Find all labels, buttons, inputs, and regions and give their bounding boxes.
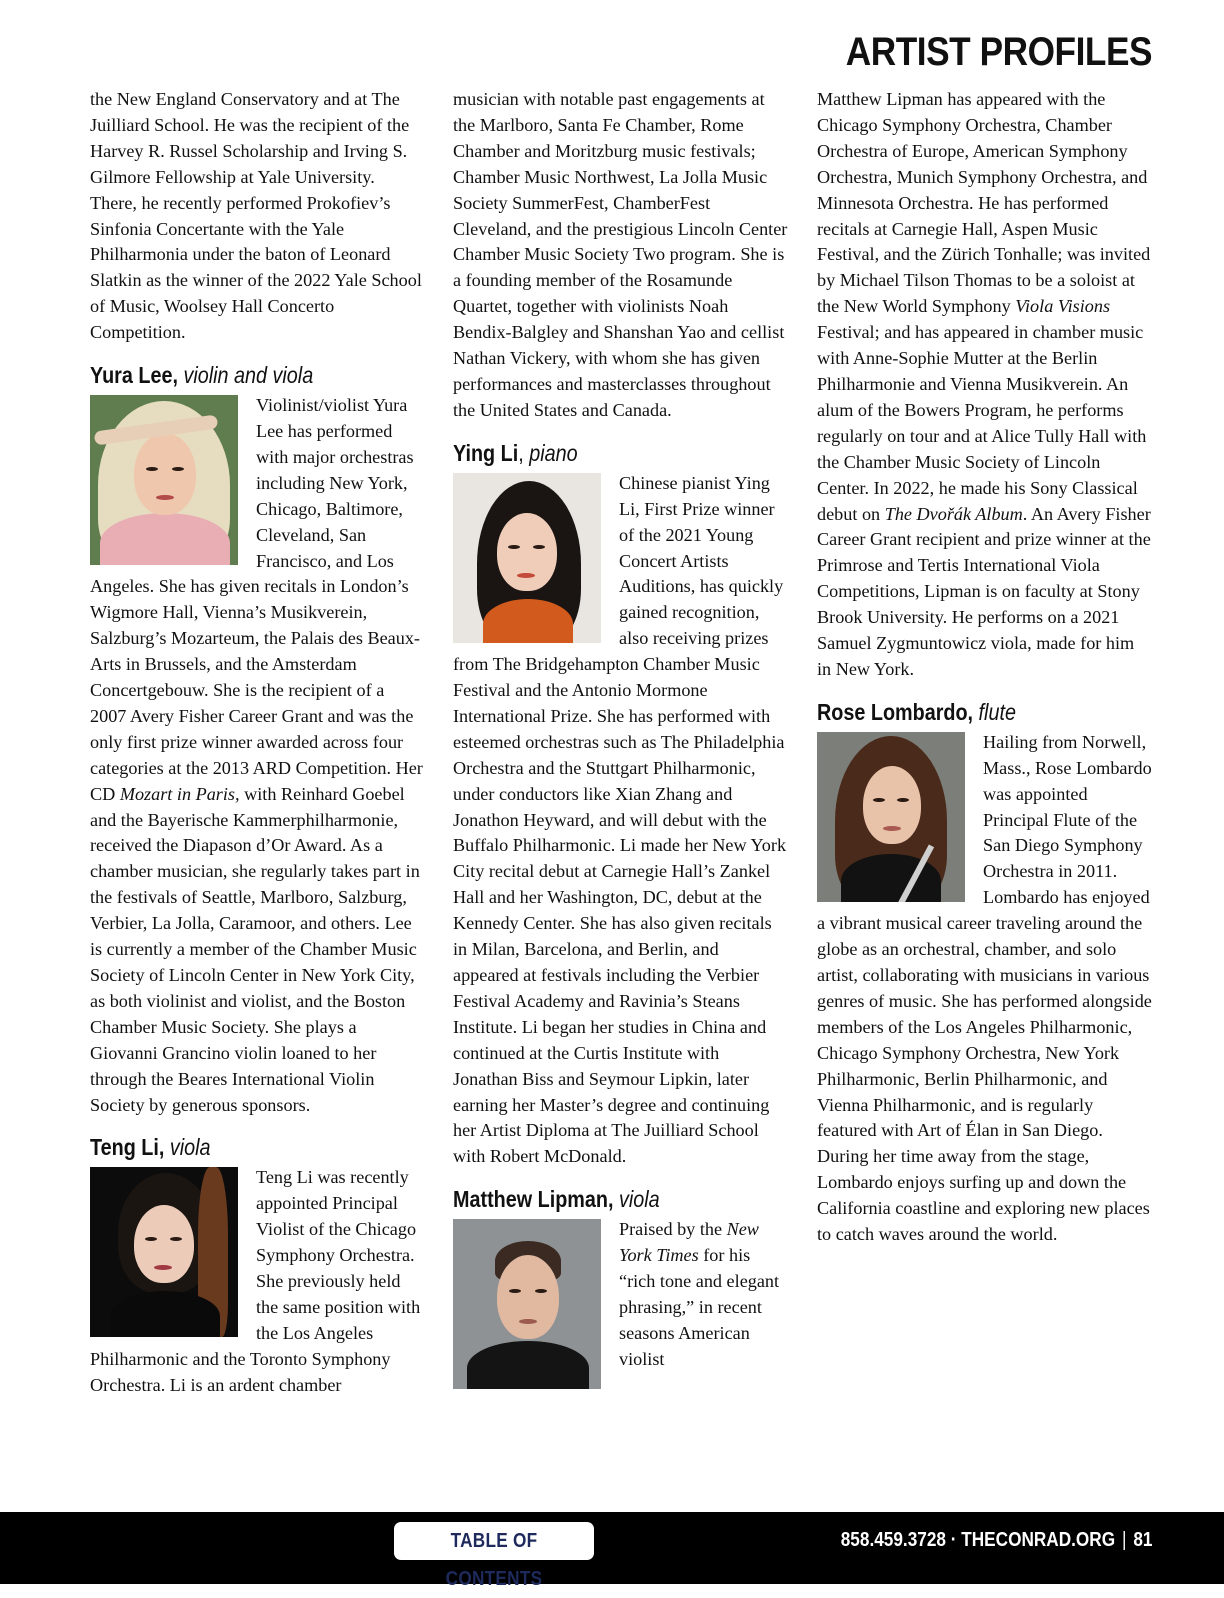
- column-2: [453, 87, 788, 1393]
- artist-instrument: viola: [169, 1134, 211, 1161]
- artist-photo-ying-li: [453, 473, 601, 643]
- artist-name: Ying Li: [453, 439, 519, 466]
- artist-bio-rose-lombardo: Hailing from Norwell, Mass., Rose Lombardo was appointed Principal Flute of the San Diego Symphony Orchestra in 2011. Lombardo has enjoyed a vibrant musical career traveling around the globe as an orchestral, chamber, and solo artist, collaborating with musicians in various genres of music. She has performed alongside members of the Los Angeles Philharmonic, Chicago Symphony Orchestra, New York Philharmonic, Berlin Philharmonic, and Vienna Philharmonic, and is regularly featured with Art of Élan in San Diego. During her time away from the stage, Lombardo enjoys surfing up and down the California coastline and exploring new places to catch waves around the world.: [817, 731, 1152, 1245]
- profile-heading-teng-li: [90, 1133, 378, 1161]
- artist-bio-yura-lee: Violinist/violist Yura Lee has performed with major orchestras including New York, Chicago, Baltimore, Cleveland, San Francisco, and Los Angeles. She has given recitals in London’s Wigmore Hall, Vienna’s Musikverein, Salzburg’s Mozarteum, the Palais des Beaux-Arts in Brussels, and the Amsterdam Concertgebouw. She is the recipient of a 2007 Avery Fisher Career Grant and was the only first prize winner awarded across four categories at the 2013 ARD Competition. Her CD Mozart in Paris, with Reinhard Goebel and the Bayerische Kammerphilharmonie, received the Diapason d’Or Award. As a chamber musician, she regularly takes part in the festivals of Seattle, Marlboro, Salzburg, Verbier, La Jolla, Caramoor, and others. Lee is currently a member of the Chamber Music Society of Lincoln Center in New York City, as both violinist and violist, and the Boston Chamber Music Society. She plays a Giovanni Grancino violin loaned to her through the Beares International Violin Society by generous sponsors.: [90, 395, 423, 1115]
- artist-bio-matthew-lipman: Praised by the New York Times for his “rich tone and elegant phrasing,” in recent seasons American violist: [619, 1219, 780, 1369]
- artist-name: Teng Li,: [90, 1134, 165, 1161]
- artist-instrument: violin and viola: [183, 362, 314, 389]
- profile-heading-ying-li: Ying Li, piano: [453, 439, 578, 466]
- profile-heading-rose-lombardo: [817, 698, 1105, 726]
- column-1: [90, 87, 425, 1399]
- artist-name: Yura Lee,: [90, 362, 178, 389]
- artist-instrument: piano: [529, 439, 578, 466]
- table-of-contents-button[interactable]: TABLE OF CONTENTS: [394, 1522, 594, 1560]
- artist-bio-ying-li: Chinese pianist Ying Li, First Prize winner of the 2021 Young Concert Artists Auditions, has quickly gained recognition, also receiving prizes from The Bridgehampton Chamber Music Festival and the Antonio Mormone International Prize. She has performed with esteemed orchestras such as The Philadelphia Orchestra and the Stuttgart Philharmonic, under conductors like Xian Zhang and Jonathon Heyward, and will debut with the Buffalo Philharmonic. Li made her New York City recital debut at Carnegie Hall’s Zankel Hall and her Washington, DC, debut at the Kennedy Center. She has also given recitals in Milan, Barcelona, and Berlin, and appeared at festivals including the Verbier Festival Academy and Ravinia’s Steans Institute. Li began her studies in China and continued at the Curtis Institute with Jonathan Biss and Seymour Lipkin, later earning her Master’s degree and continuing her Artist Diploma at The Juilliard School with Robert McDonald.: [453, 472, 787, 1167]
- page-number: 81: [1132, 1529, 1152, 1551]
- page-footer: [0, 1512, 1224, 1590]
- bio-continuation: the New England Conservatory and at The Juilliard School. He was the recipient of the Harvey R. Russel Scholarship and Irving S. Gilmore Fellowship at Yale University. There, he recently performed Prokofiev’s Sinfonia Concertante with the Yale Philharmonia under the baton of Leonard Slatkin as the winner of the 2022 Yale School of Music, Woolsey Hall Concerto Competition.: [90, 89, 422, 343]
- artist-photo-rose-lombardo: [817, 732, 965, 902]
- artist-photo-matthew-lipman: [453, 1219, 601, 1389]
- artist-instrument: viola: [618, 1186, 660, 1213]
- artist-bio-teng-li-continued: musician with notable past engagements at the Marlboro, Santa Fe Chamber, Rome Chamber and Moritzburg music festivals; Chamber Music Northwest, La Jolla Music Society SummerFest, ChamberFest Cleveland, and the prestigious Lincoln Center Chamber Music Society Two program. She is a founding member of the Rosamunde Quartet, together with violinists Noah Bendix-Balgley and Shanshan Yao and cellist Nathan Vickery, with whom she has given performances and masterclasses throughout the United States and Canada.: [453, 89, 788, 420]
- artist-name: Rose Lombardo,: [817, 698, 974, 725]
- artist-photo-teng-li: [90, 1167, 238, 1337]
- artist-name: Matthew Lipman,: [453, 1186, 614, 1213]
- profile-heading-yura-lee: [90, 361, 378, 389]
- artist-bio-matthew-lipman-continued: Matthew Lipman has appeared with the Chicago Symphony Orchestra, Chamber Orchestra of Europe, American Symphony Orchestra, Munich Symphony Orchestra, and Minnesota Orchestra. He has performed recitals at Carnegie Hall, Aspen Music Festival, and the Zürich Tonhalle; was invited by Michael Tilson Thomas to be a soloist at the New World Symphony Viola Visions Festival; and has appeared in chamber music with Anne-Sophie Mutter at the Berlin Philharmonie and Vienna Musikverein. An alum of the Bowers Program, he performs regularly on tour and at Alice Tully Hall with the Chamber Music Society of Lincoln Center. In 2022, he made his Sony Classical debut on The Dvořák Album. An Avery Fisher Career Grant recipient and prize winner at the Primrose and Tertis International Viola Competitions, Lipman is on faculty at Stony Brook University. He performs on a 2021 Samuel Zygmuntowicz viola, made for him in New York.: [817, 89, 1151, 679]
- artist-photo-yura-lee: [90, 395, 238, 565]
- artist-bio-teng-li: Teng Li was recently appointed Principal Violist of the Chicago Symphony Orchestra. She previously held the same position with the Los Angeles Philharmonic and the Toronto Symphony Orchestra. Li is an ardent chamber: [90, 1167, 421, 1395]
- profile-heading-matthew-lipman: [453, 1185, 741, 1213]
- page-title: ARTIST PROFILES: [845, 30, 1152, 74]
- footer-contact: [840, 1529, 1152, 1552]
- footer-divider: |: [1121, 1529, 1126, 1551]
- contact-info: 858.459.3728 · THECONRAD.ORG: [840, 1529, 1115, 1551]
- column-3: [817, 87, 1152, 1248]
- artist-instrument: flute: [978, 698, 1016, 725]
